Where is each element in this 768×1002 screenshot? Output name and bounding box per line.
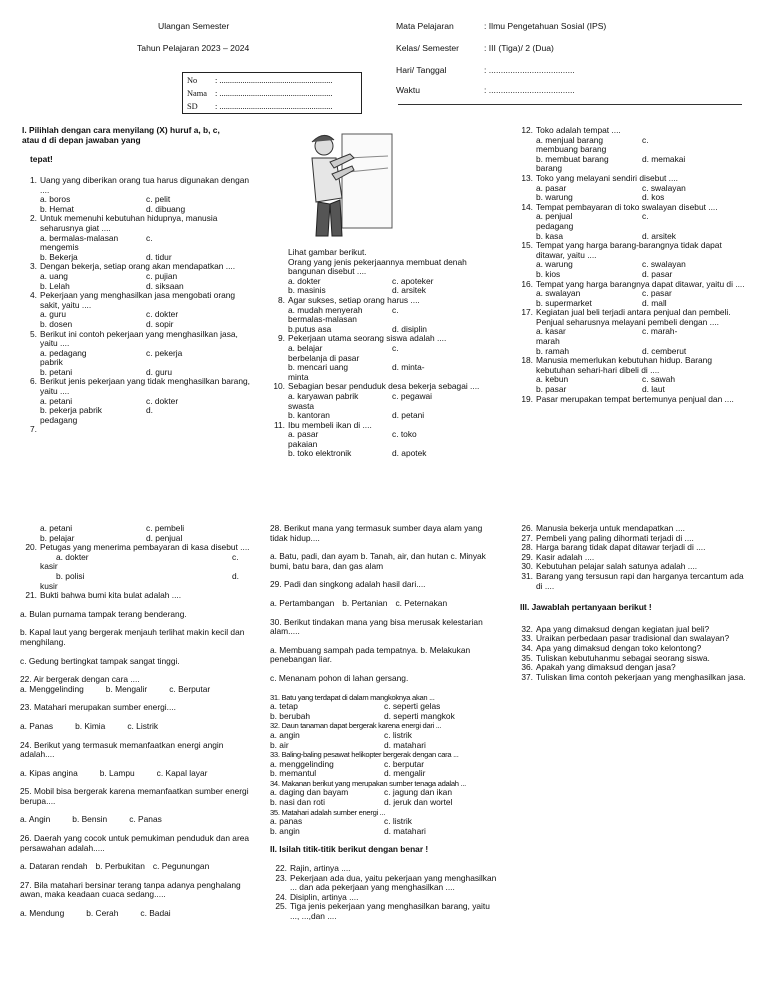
question-text: Uang yang diberikan orang tua harus digunakan dengan .... — [40, 175, 250, 195]
answer-option: c. dokter — [146, 309, 179, 320]
answer-option: d. pasar — [642, 268, 673, 279]
left-top-question — [20, 330, 252, 349]
q28-options: a. Batu, padi, dan ayam b. Tanah, air, dan hutan c. Minyak bumi, batu bara, dan gas alam — [270, 551, 486, 571]
answer-options — [20, 234, 252, 263]
answer-option: barang — [536, 163, 563, 174]
answer-options — [268, 306, 496, 335]
answer-option: d. siksaan — [146, 280, 184, 291]
question-text: Pekerjaan yang menghasilkan jasa mengobati orang sakit, yaitu .... — [40, 290, 236, 310]
answer-option: mengemis — [40, 242, 79, 253]
item-text: Tuliskan lima contoh pekerjaan yang menghasilkan jasa. — [536, 671, 746, 682]
item-number: 29. — [521, 551, 533, 562]
item-number: 30. — [521, 561, 533, 572]
item-text: Pekerjaan ada dua, yaitu pekerjaan yang menghasilkan ... dan ada pekerjaan yang menghasilkan .... — [290, 872, 497, 893]
answer-option: a. bermalas-malasan — [40, 232, 119, 243]
question-text: Manusia memerlukan kebutuhan hidup. Barang kebutuhan sehari-hari dibeli di .... — [536, 355, 712, 375]
question-26: 26. Daerah yang cocok untuk pemukiman penduduk dan area persawahan adalah..... — [20, 833, 250, 853]
answer-option: a. penjual — [536, 211, 573, 222]
answer-option: a. belajar — [288, 342, 323, 353]
question-number: 11. — [273, 419, 285, 430]
answer-options — [268, 344, 496, 382]
answer-option: membuang barang — [536, 144, 607, 155]
answer-option: a. petani — [40, 395, 73, 406]
answer-option: b. pekerja pabrik — [40, 405, 102, 416]
q30-options: a. Membuang sampah pada tempatnya. b. Melakukan penebangan liar. — [270, 644, 471, 665]
answer-option: c. — [146, 232, 153, 243]
id-row-nama: Nama : ...................................................... — [187, 88, 333, 98]
q22-options: a. Menggelinding b. Mengalir c. Berputar — [20, 683, 211, 694]
answer-options — [268, 392, 496, 421]
question-text: Toko yang melayani sendiri disebut .... — [536, 172, 678, 183]
item-number: 28. — [521, 542, 533, 553]
school-year: Tahun Pelajaran 2023 – 2024 — [137, 43, 250, 53]
answer-option: pedagang — [40, 414, 78, 425]
answer-option: b. pasar — [536, 384, 567, 395]
q34-options: a. daging dan bayam c. jagung dan ikan b. nasi dan roti d. jeruk dan wortel — [270, 787, 453, 808]
answer-options — [516, 375, 748, 394]
mid-top-question — [268, 382, 496, 392]
q31-options: a. tetap c. seperti gelas b. berubah d. seperti mangkok — [270, 701, 455, 721]
item-text: Tiga jenis pekerjaan yang menghasilkan barang, yaitu ..., ...,dan .... — [290, 901, 490, 921]
question-number: 19. — [521, 393, 533, 404]
answer-option: c. apoteker — [392, 275, 434, 286]
question-number: 3. — [30, 261, 37, 272]
answer-options — [516, 184, 748, 203]
q30-option-c: c. Menanam pohon di lahan gersang. — [270, 672, 409, 683]
right-top-question — [516, 126, 748, 136]
q35-options: a. panas c. listrik b. angin d. matahari — [270, 816, 426, 836]
info-label-date: Hari/ Tanggal — [396, 65, 447, 75]
question-number: 18. — [521, 355, 533, 366]
right-top-question — [516, 241, 748, 260]
item-text: Manusia bekerja untuk mendapatkan .... — [536, 523, 685, 533]
answer-option: a. swalayan — [536, 288, 581, 299]
info-value-date: : .................................... — [484, 65, 575, 75]
q19-options: a. petani c. pembeli b. pelajar d. penjual — [40, 523, 185, 543]
item-text: Tuliskan kebutuhanmu sebagai seorang siswa. — [536, 652, 710, 663]
q25-options: a. Angin b. Bensin c. Panas — [20, 814, 162, 825]
answer-option: pabrik — [40, 357, 63, 368]
header-divider — [398, 104, 742, 105]
question-text: Tempat yang harga barang-barangnya tidak dapat ditawar, yaitu .... — [536, 240, 722, 260]
student-id-box — [182, 72, 362, 114]
answer-option: b. Lelah — [40, 280, 70, 291]
question-number: 6. — [30, 376, 37, 387]
q21-option-a: a. Bulan purnama tampak terang benderang. — [20, 608, 187, 619]
q23-options: a. Panas b. Kimia c. Listrik — [20, 720, 159, 731]
answer-option: b. dosen — [40, 318, 73, 329]
info-label-class: Kelas/ Semester — [396, 43, 460, 53]
question-text: Untuk memenuhi kebutuhan hidupnya, manusia seharusnya giat .... — [40, 213, 218, 233]
answer-option: swasta — [288, 400, 315, 411]
question-number: 15. — [521, 240, 533, 251]
question-number: 17. — [521, 307, 533, 318]
answer-option: b. ramah — [536, 345, 570, 356]
question-27: 27. Bila matahari bersinar terang tanpa adanya penghalang awan, maka keadaan cuaca sedang..... — [20, 879, 241, 900]
question-31: 31. Batu yang terdapat di dalam mangkoknya akan ... — [270, 692, 435, 702]
answer-option: a. menjual barang — [536, 134, 604, 145]
answer-option: d. disiplin — [392, 323, 427, 334]
answer-option: a. kasar — [536, 326, 566, 337]
question-21: 21. Bukti bahwa bumi kita bulat adalah .... — [25, 590, 182, 601]
answer-option: c. toko — [392, 429, 417, 440]
answer-option: c. pegawai — [392, 390, 433, 401]
mid-top-question — [268, 421, 496, 431]
item-number: 22. — [275, 863, 287, 874]
answer-option: b. mencari uang — [288, 362, 349, 373]
answer-option: c. dokter — [146, 395, 179, 406]
right-top-question — [516, 203, 748, 213]
item-number: 23. — [275, 872, 287, 883]
answer-option: c. swalayan — [642, 259, 686, 270]
item-text: Disiplin, artinya .... — [290, 891, 359, 902]
answer-option: b. petani — [40, 366, 73, 377]
left-top-question — [20, 291, 252, 310]
item-text: Apa yang dimaksud dengan kegiatan jual beli? — [536, 623, 710, 634]
question-text: Berikut jenis pekerjaan yang tidak menghasilkan barang, yaitu .... — [40, 376, 250, 397]
q24-options: a. Kipas angina b. Lampu c. Kapal layar — [20, 767, 208, 778]
fill-in-item — [270, 902, 498, 921]
answer-option: b. masinis — [288, 285, 326, 296]
answer-option: d. petani — [392, 410, 425, 421]
section-2-items — [270, 864, 498, 922]
answer-option: a. dokter — [288, 275, 321, 286]
item-text: Kasir adalah .... — [536, 551, 595, 562]
answer-option: c. sawah — [642, 374, 676, 385]
question-text: Ibu membeli ikan di .... — [288, 419, 372, 430]
answer-option: c. — [642, 211, 649, 222]
item-text: Uraikan perbedaan pasar tradisional dan swalayan? — [536, 633, 730, 644]
answer-option: d. arsitek — [642, 230, 676, 241]
q27-options: a. Mendung b. Cerah c. Badai — [20, 908, 171, 919]
right-top-question — [516, 395, 748, 405]
section-3-heading: III. Jawablah pertanyaan berikut ! — [520, 602, 652, 613]
question-29: 29. Padi dan singkong adalah hasil dari.... — [270, 579, 426, 590]
left-top-question — [20, 176, 252, 195]
question-text: Agar sukses, setiap orang harus .... — [288, 294, 420, 305]
answer-option: b. supermarket — [536, 297, 592, 308]
question-number: 10. — [273, 381, 285, 392]
question-number: 2. — [30, 213, 37, 224]
info-value-time: : .................................... — [484, 85, 575, 95]
item-number: 25. — [275, 901, 287, 912]
question-number: 13. — [521, 172, 533, 183]
section-1-heading: I. Pilihlah dengan cara menyilang (X) huruf a, b, c, atau d di depan jawaban yang tepat! — [22, 125, 220, 165]
left-top-question — [20, 377, 252, 396]
item-text: Apakah yang dimaksud dengan jasa? — [536, 662, 676, 673]
answer-option: d. apotek — [392, 448, 427, 459]
answer-option: d. guru — [146, 366, 173, 377]
answer-options — [20, 349, 252, 378]
answer-option: d. dibuang — [146, 203, 186, 214]
answer-option: d. sopir — [146, 318, 174, 329]
question-24: 24. Berikut yang termasuk memanfaatkan energi angin adalah.... — [20, 739, 224, 760]
item-number: 35. — [521, 652, 533, 663]
question-text: Toko adalah tempat .... — [536, 125, 621, 135]
fill-in-item — [270, 874, 498, 893]
mid-top-question — [268, 334, 496, 344]
item-number: 26. — [521, 523, 533, 533]
info-value-class: : III (Tiga)/ 2 (Dua) — [484, 43, 554, 53]
question-25: 25. Mobil bisa bergerak karena memanfaatkan sumber energi berupa.... — [20, 786, 249, 806]
worker-painting-wall-icon — [298, 128, 394, 238]
answer-options — [20, 272, 252, 291]
essay-question — [516, 673, 748, 683]
answer-options — [268, 430, 496, 459]
question-number: 14. — [521, 201, 533, 212]
answer-option: c. — [642, 134, 649, 145]
info-label-subject: Mata Pelajaran — [396, 21, 454, 31]
item-text: Rajin, artinya .... — [290, 863, 351, 874]
question-number: 9. — [278, 333, 285, 344]
question-text: Pekerjaan utama seorang siswa adalah .... — [288, 333, 447, 344]
answer-option: berbelanja di pasar — [288, 352, 360, 363]
item-number: 27. — [521, 532, 533, 543]
answer-option: c. marah- — [642, 326, 678, 337]
mid-top-question — [268, 258, 496, 277]
item-number: 37. — [521, 671, 533, 682]
answer-options — [20, 310, 252, 329]
answer-option: d. — [146, 405, 153, 416]
answer-option: b.putus asa — [288, 323, 332, 334]
answer-options — [516, 289, 748, 308]
question-28: 28. Berikut mana yang termasuk sumber daya alam yang tidak hidup.... — [270, 523, 483, 543]
question-number: 4. — [30, 290, 37, 301]
question-32: 32. Daun tanaman dapat bergerak karena energi dari ... — [270, 721, 442, 731]
answer-option: d. kos — [642, 192, 665, 203]
question-number: 5. — [30, 328, 37, 339]
q20-options: a. dokter c. kasir b. polisi d. kusir — [40, 551, 239, 591]
info-label-time: Waktu — [396, 85, 421, 95]
answer-option: a. kebun — [536, 374, 569, 385]
answer-option: c. pekerja — [146, 347, 183, 358]
right-top-question — [516, 280, 748, 290]
question-text: Tempat yang harga barangnya dapat ditawar, yaitu di .... — [536, 278, 745, 289]
answer-option: d. laut — [642, 384, 665, 395]
answer-option: c. pasar — [642, 288, 672, 299]
item-number: 34. — [521, 642, 533, 653]
mid-bottom-block — [270, 524, 498, 922]
right-bottom-block — [516, 524, 748, 682]
exam-title: Ulangan Semester — [158, 21, 230, 31]
id-row-sd: SD : ...................................................... — [187, 101, 333, 111]
question-number: 8. — [278, 294, 285, 305]
left-top-question — [20, 262, 252, 272]
answer-option: pakaian — [288, 438, 318, 449]
q29-options: a. Pertambangan b. Pertanian c. Peternakan — [270, 597, 448, 608]
item-text: Kebutuhan pelajar salah satunya adalah .... — [536, 561, 698, 572]
answer-option: a. karyawan pabrik — [288, 390, 359, 401]
answer-option: b. Bekerja — [40, 251, 78, 262]
answer-option: d. memakai — [642, 153, 686, 164]
q32-options: a. angin c. listrik b. air d. matahari — [270, 729, 426, 750]
q26-options: a. Dataran rendah b. Perbukitan c. Pegunungan — [20, 861, 210, 872]
answer-option: c. — [392, 304, 399, 315]
question-text: Dengan bekerja, setiap orang akan mendapatkan .... — [40, 261, 236, 272]
answer-option: a. pedagang — [40, 347, 87, 358]
answer-options — [20, 397, 252, 426]
question-23: 23. Matahari merupakan sumber energi.... — [20, 702, 176, 713]
item-number: 33. — [521, 633, 533, 644]
answer-options — [268, 277, 496, 296]
fill-in-item — [516, 572, 748, 591]
question-text: Lihat gambar berikut. — [288, 247, 367, 257]
answer-options — [20, 195, 252, 214]
question-number: 12. — [521, 125, 533, 135]
question-text: Sebagian besar penduduk desa bekerja sebagai .... — [288, 381, 480, 392]
answer-options — [516, 212, 748, 241]
answer-option: c. — [392, 342, 399, 353]
questions-1-7 — [20, 175, 252, 435]
answer-option: a. warung — [536, 259, 573, 270]
question-34: 34. Makanan berikut yang merupakan sumber tenaga adalah ... — [270, 778, 466, 788]
answer-option: c. swalayan — [642, 182, 686, 193]
answer-option: d. arsitek — [392, 285, 426, 296]
question-text: Orang yang jenis pekerjaannya membuat denah bangunan disebut .... — [288, 256, 467, 277]
q33-options: a. menggelinding c. berputar b. memantul d. mengalir — [270, 758, 426, 779]
answer-option: bermalas-malasan — [288, 314, 357, 325]
answer-option: c. pelit — [146, 194, 171, 205]
answer-option: minta — [288, 371, 309, 382]
fill-items — [516, 524, 748, 591]
right-top-question — [516, 356, 748, 375]
right-top-question — [516, 174, 748, 184]
id-row-no: No : ...................................................... — [187, 75, 333, 85]
q21-option-c: c. Gedung bertingkat tampak sangat tinggi. — [20, 655, 180, 666]
answer-option: d. mall — [642, 297, 667, 308]
answer-option: b. membuat barang — [536, 153, 609, 164]
answer-option: a. mudah menyerah — [288, 304, 363, 315]
right-top-question — [516, 308, 748, 327]
answer-option: a. pasar — [288, 429, 319, 440]
answer-option: pedagang — [536, 220, 574, 231]
item-text: Pembeli yang paling dihormati terjadi di .... — [536, 532, 694, 543]
item-number: 31. — [521, 570, 533, 581]
answer-option: marah — [536, 336, 560, 347]
question-20: 20. Petugas yang menerima pembayaran di kasa disebut .... — [25, 542, 250, 553]
answer-option: d. minta- — [392, 362, 425, 373]
answer-option: a. boros — [40, 194, 71, 205]
question-text: Kegiatan jual beli terjadi antara penjual dan pembeli. Penjual seharusnya melayani pembeli dengan .... — [536, 307, 731, 327]
item-text: Apa yang dimaksud dengan toko kelontong? — [536, 642, 702, 653]
answer-option: b. kios — [536, 268, 561, 279]
item-number: 36. — [521, 662, 533, 673]
question-35: 35. Matahari adalah sumber energi ... — [270, 807, 386, 817]
section-2-heading: II. Isilah titik-titik berikut dengan benar ! — [270, 844, 429, 855]
answer-option: b. kantoran — [288, 410, 330, 421]
answer-options — [516, 260, 748, 279]
questions-12-19 — [516, 126, 748, 404]
question-33: 33. Baling-baling pesawat helikopter bergerak dengan cara ... — [270, 750, 459, 760]
item-number: 24. — [275, 891, 287, 902]
answer-option: d. cemberut — [642, 345, 687, 356]
section-3-items — [516, 625, 748, 683]
answer-options — [516, 136, 748, 174]
question-number: 16. — [521, 278, 533, 289]
left-top-question — [20, 214, 252, 233]
answer-options — [516, 327, 748, 356]
item-text: Harga barang tidak dapat ditawar terjadi di .... — [536, 542, 706, 553]
question-text: Pasar merupakan tempat bertemunya penjual dan .... — [536, 393, 734, 404]
answer-option: a. guru — [40, 309, 67, 320]
question-number: 1. — [30, 175, 37, 185]
answer-option: a. uang — [40, 270, 68, 281]
answer-option — [146, 416, 252, 426]
item-text: Barang yang tersusun rapi dan harganya tercantum ada di .... — [536, 570, 744, 591]
question-30: 30. Berikut tindakan mana yang bisa merusak kelestarian alam..... — [270, 616, 483, 637]
left-bottom-block — [20, 524, 252, 919]
q21-option-b: b. Kapal laut yang bergerak menjauh terlihat makin kecil dan menghilang. — [20, 627, 245, 647]
question-text: Berikut ini contoh pekerjaan yang menghasilkan jasa, yaitu .... — [40, 328, 238, 349]
answer-option: a. pasar — [536, 182, 567, 193]
question-22: 22. Air bergerak dengan cara .... — [20, 674, 140, 685]
item-number: 32. — [521, 623, 533, 634]
question-number: 7. — [30, 424, 37, 435]
question-text: Tempat pembayaran di toko swalayan disebut .... — [536, 201, 718, 212]
answer-option: b. Hemat — [40, 203, 74, 214]
answer-option: b. kasa — [536, 230, 564, 241]
answer-option: b. warung — [536, 192, 573, 203]
answer-option: c. pujian — [146, 270, 178, 281]
answer-option: b. toko elektronik — [288, 448, 352, 459]
mid-top-question — [268, 296, 496, 306]
info-value-subject: : Ilmu Pengetahuan Sosial (IPS) — [484, 21, 607, 31]
questions-7-11 — [268, 248, 496, 459]
answer-option: d. tidur — [146, 251, 172, 262]
